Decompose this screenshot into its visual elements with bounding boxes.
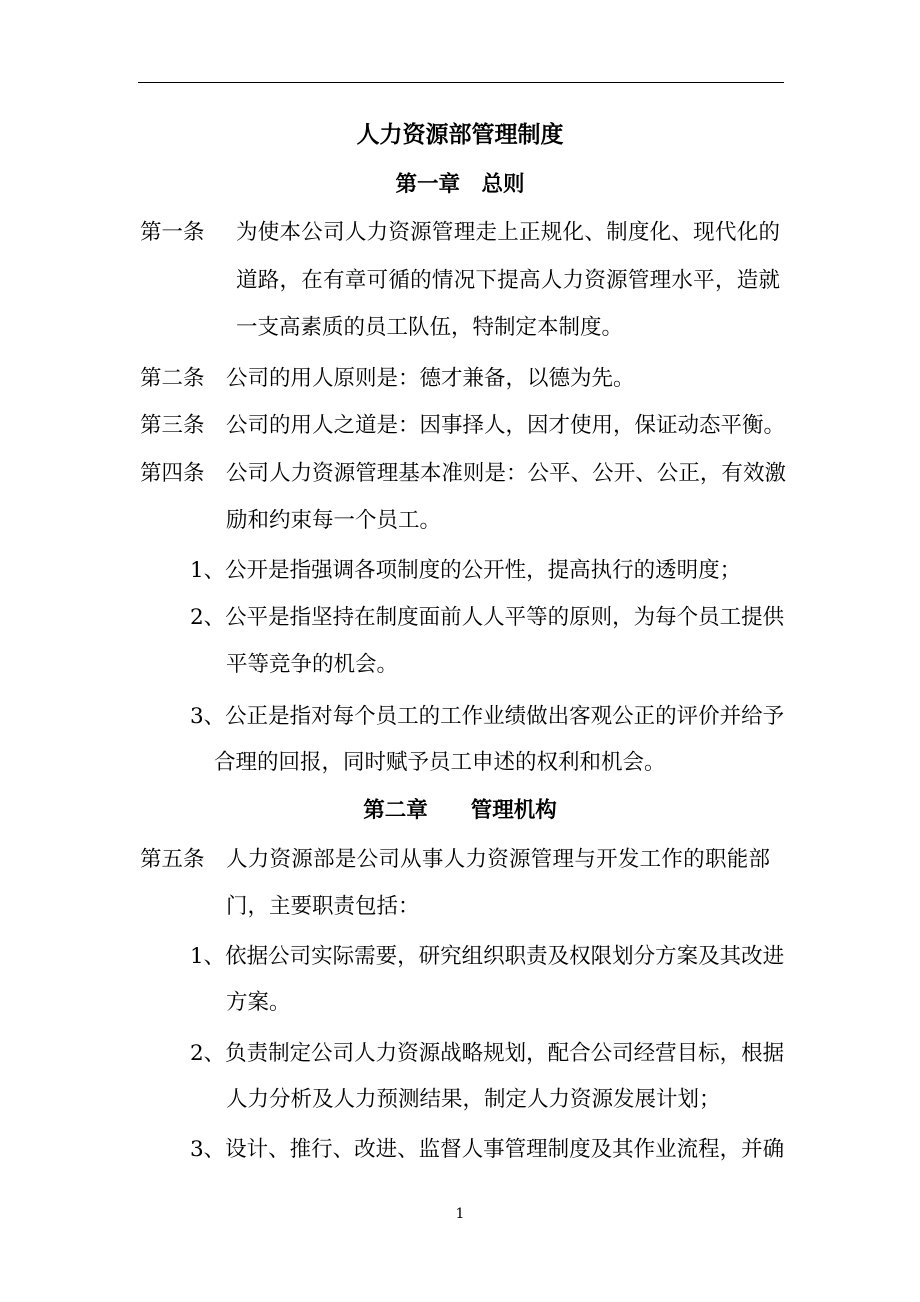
article-line: 人力资源部是公司从事人力资源管理与开发工作的职能部 — [226, 847, 770, 872]
list-item: 1、公开是指强调各项制度的公开性，提高执行的透明度； — [190, 558, 742, 583]
article-line: 为使本公司人力资源管理走上正规化、制度化、现代化的 — [236, 220, 780, 245]
page-number: 1 — [455, 1206, 465, 1222]
article-line: 一支高素质的员工队伍，特制定本制度。 — [236, 315, 624, 340]
list-item: 方案。 — [226, 990, 291, 1015]
list-item: 3、设计、推行、改进、监督人事管理制度及其作业流程，并确 — [190, 1137, 785, 1162]
article-line: 公司人力资源管理基本准则是：公平、公开、公正，有效激 — [226, 461, 786, 486]
article-label: 第二条 — [140, 366, 205, 391]
article-label: 第三条 — [140, 413, 205, 438]
list-item: 平等竞争的机会。 — [226, 652, 399, 677]
article-line: 公司的用人之道是：因事择人，因才使用，保证动态平衡。 — [226, 413, 786, 438]
article-label: 第一条 — [140, 220, 205, 245]
article-line: 门，主要职责包括： — [226, 894, 420, 919]
article-label: 第四条 — [140, 461, 205, 486]
list-item: 1、依据公司实际需要，研究组织职责及权限划分方案及其改进 — [190, 944, 785, 969]
article-line: 道路，在有章可循的情况下提高人力资源管理水平，造就 — [236, 268, 780, 293]
list-item: 人力分析及人力预测结果，制定人力资源发展计划； — [226, 1087, 721, 1112]
list-item: 合理的回报，同时赋予员工申述的权利和机会。 — [214, 750, 666, 775]
list-item: 3、公正是指对每个员工的工作业绩做出客观公正的评价并给予 — [190, 704, 785, 729]
article-line: 公司的用人原则是：德才兼备，以德为先。 — [226, 366, 635, 391]
article-line: 励和约束每一个员工。 — [226, 508, 442, 533]
document-title: 人力资源部管理制度 — [356, 121, 564, 148]
article-label: 第五条 — [140, 847, 205, 872]
chapter-heading: 第一章 总则 — [395, 172, 525, 197]
list-item: 2、公平是指坚持在制度面前人人平等的原则，为每个员工提供 — [190, 605, 785, 630]
header-rule — [138, 82, 784, 83]
list-item: 2、负责制定公司人力资源战略规划，配合公司经营目标，根据 — [190, 1041, 785, 1066]
chapter-heading: 第二章 管理机构 — [363, 798, 557, 823]
